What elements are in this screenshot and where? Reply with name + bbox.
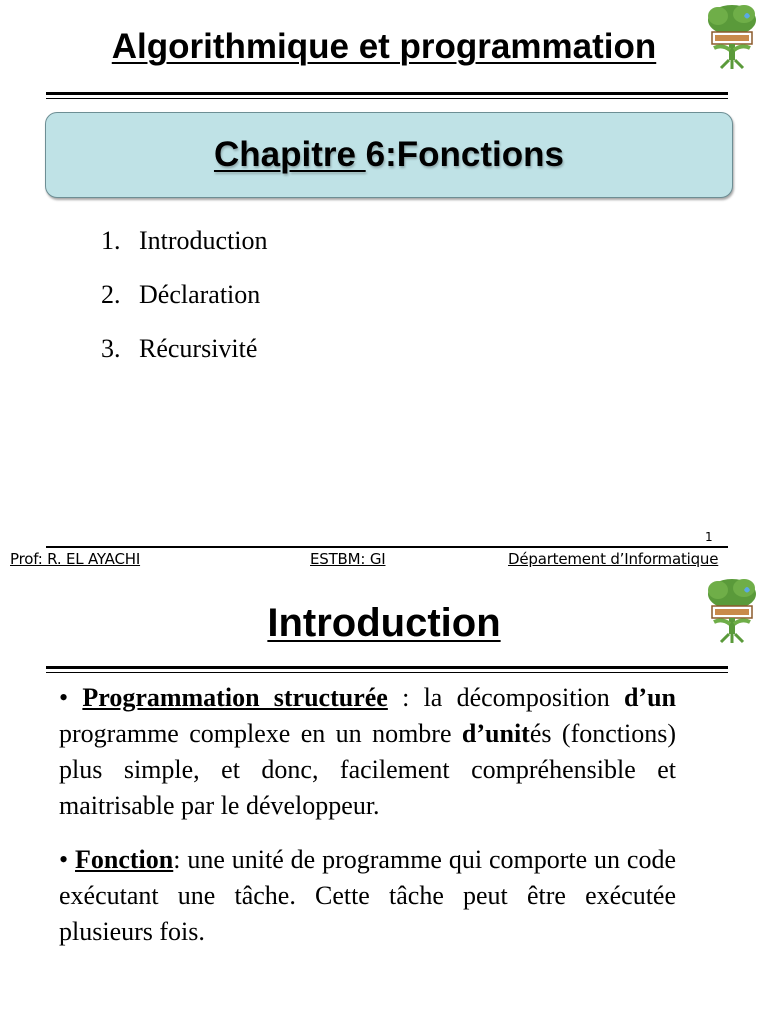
toc-label: Déclaration xyxy=(139,280,261,309)
course-title: Algorithmique et programmation xyxy=(111,27,657,66)
section-title: Introduction xyxy=(267,601,501,645)
toc-number: 2. xyxy=(101,280,121,309)
school-logo xyxy=(704,2,760,72)
footer-school: ESTBM: GI xyxy=(310,550,386,568)
paragraph-text: : la décomposition xyxy=(387,683,624,712)
slide-2 xyxy=(0,512,768,1024)
chapter-banner xyxy=(45,112,733,198)
bullet: • xyxy=(59,683,69,712)
toc-label: Récursivité xyxy=(139,334,258,363)
paragraph-structured-programming xyxy=(59,680,676,824)
toc-item xyxy=(101,280,268,310)
paragraph-text: és (fonctions) plus simple, et donc, facilement compréhensible et maitrisable par le développeur. xyxy=(59,719,676,820)
footer-department: Département d’Informatique xyxy=(508,550,719,568)
chapter-name: Fonctions xyxy=(396,135,565,174)
toc-label: Introduction xyxy=(139,226,268,255)
paragraph-text: : une unité de programme qui comporte un code exécutant une tâche. Cette tâche peut être exécutée plusieurs fois. xyxy=(59,845,677,946)
table-of-contents xyxy=(101,226,268,388)
chapter-prefix: Chapitre xyxy=(213,135,366,174)
toc-number: 1. xyxy=(101,226,121,255)
paragraph-text: programme complexe en un nombre xyxy=(59,719,462,748)
term-structured-programming: Programmation structurée xyxy=(82,683,388,712)
chapter-title xyxy=(46,135,732,175)
emphasis-text: d’unit xyxy=(461,719,530,748)
title-divider xyxy=(46,666,728,669)
paragraph-function xyxy=(59,842,676,950)
emphasis-text: d’un xyxy=(623,683,676,712)
title-divider xyxy=(46,92,728,95)
bullet: • xyxy=(59,845,69,874)
toc-item xyxy=(101,226,268,256)
chapter-number: 6: xyxy=(365,135,397,174)
title-divider-thin xyxy=(46,98,728,99)
title-divider-thin xyxy=(46,672,728,673)
footer-author: Prof: R. EL AYACHI xyxy=(10,550,141,568)
school-logo xyxy=(704,576,760,646)
term-function: Fonction xyxy=(75,845,174,874)
toc-number: 3. xyxy=(101,334,121,363)
toc-item xyxy=(101,334,268,364)
page-number: 1 xyxy=(705,530,713,544)
